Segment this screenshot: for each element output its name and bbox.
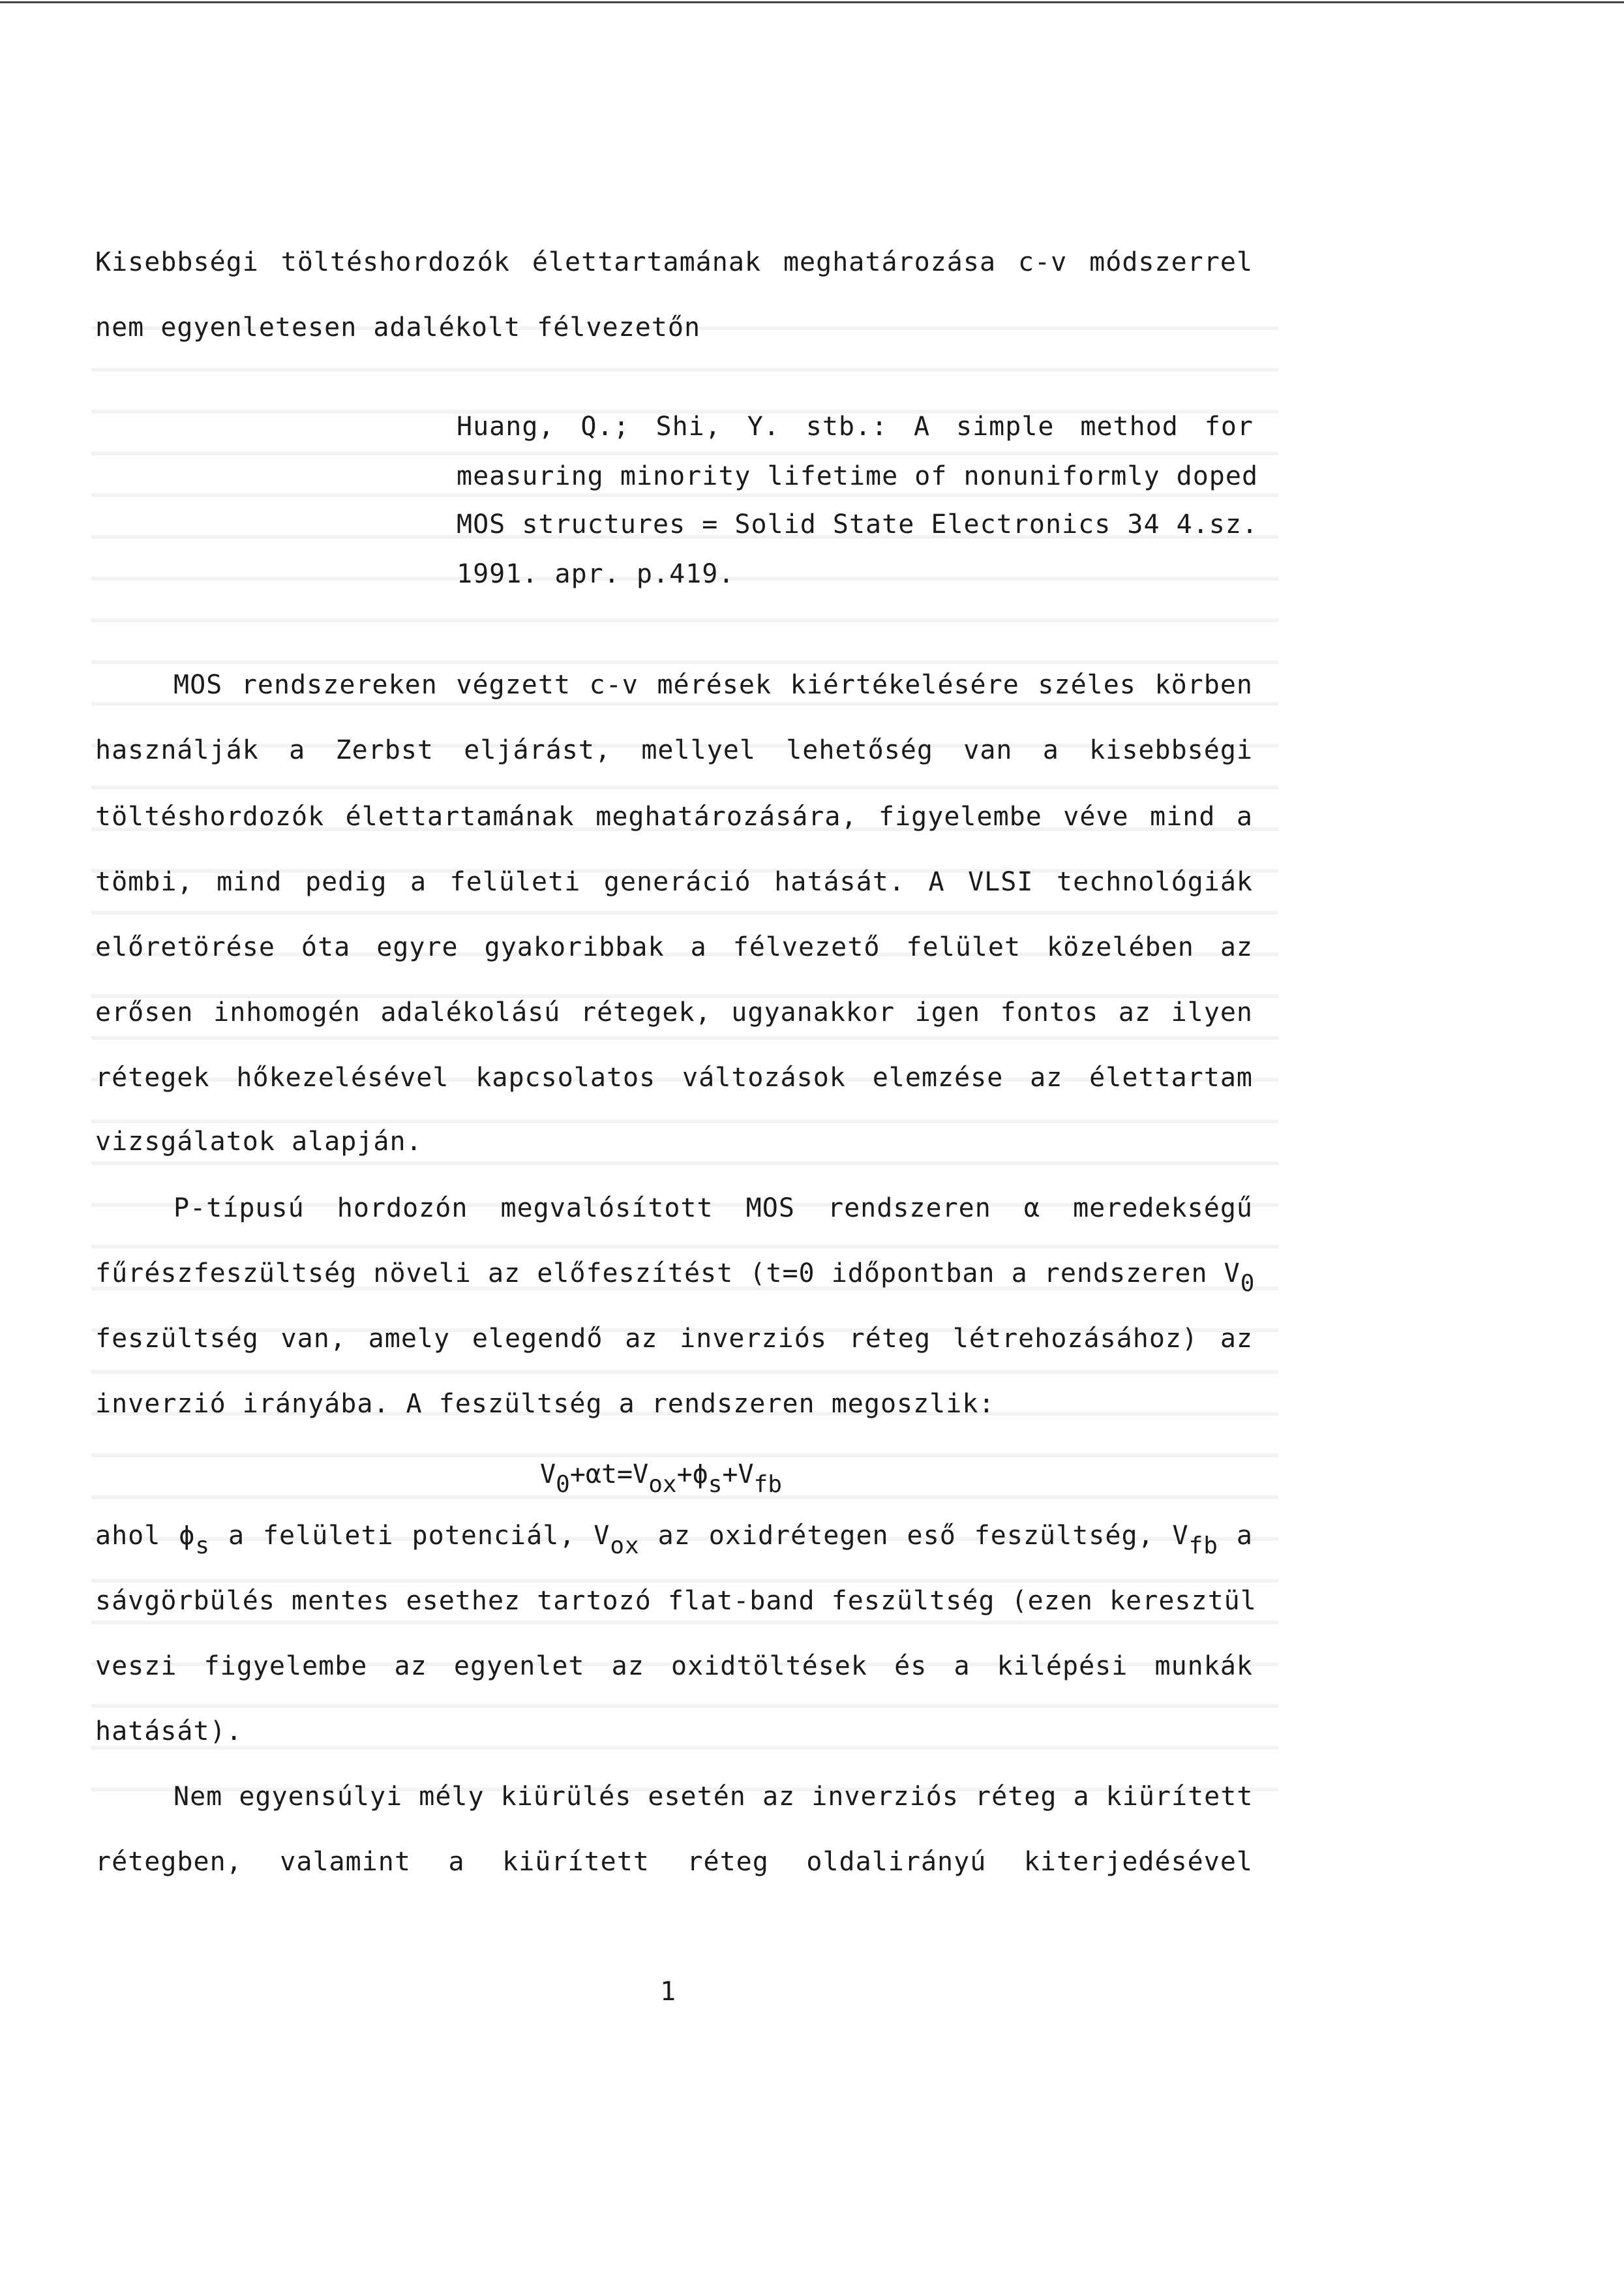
- paragraph-line: használják a Zerbst eljárást, mellyel lehetőség van a kisebbségi: [95, 735, 1253, 765]
- paragraph-line: MOS rendszereken végzett c-v mérések kiértékelésére széles körben: [173, 670, 1253, 700]
- paragraph-line: inverzió irányába. A feszültség a rendszeren megoszlik:: [95, 1389, 995, 1419]
- page-number: 1: [660, 1977, 676, 2007]
- paragraph-line: hatását).: [95, 1716, 243, 1746]
- paragraph-line: töltéshordozók élettartamának meghatározására, figyelembe véve mind a: [95, 802, 1253, 832]
- equation: $V_0+\alpha t=V_{ox}+\phi_s+V_{fb}$: [540, 1459, 782, 1498]
- reference-line: 1991. apr. p.419.: [457, 559, 735, 589]
- paragraph-line: előretörése óta egyre gyakoribbak a félvezető felület közelében az: [95, 932, 1253, 962]
- paragraph-line: vizsgálatok alapján.: [95, 1127, 423, 1157]
- reference-line: MOS structures = Solid State Electronics 34 4.sz.: [457, 510, 1259, 540]
- title-line-1: Kisebbségi töltéshordozók élettartamának meghatározása c-v módszerrel: [95, 247, 1253, 277]
- paragraph-line: rétegek hőkezelésével kapcsolatos változások elemzése az élettartam: [95, 1063, 1253, 1093]
- paragraph-line: ahol $\phi_s$ a felületi potenciál, $V_{ox}$ az oxidrétegen eső feszültség, $V_{fb}$ a: [95, 1521, 1253, 1559]
- scan-edge-line: [0, 1, 1624, 3]
- paragraph-line: erősen inhomogén adalékolású rétegek, ugyanakkor igen fontos az ilyen: [95, 997, 1253, 1027]
- paragraph-line: tömbi, mind pedig a felületi generáció hatását. A VLSI technológiák: [95, 867, 1253, 897]
- reference-line: Huang, Q.; Shi, Y. stb.: A simple method for: [457, 412, 1254, 442]
- paragraph-line: feszültség van, amely elegendő az inverziós réteg létrehozásához) az: [95, 1324, 1253, 1354]
- paragraph-line: sávgörbülés mentes esethez tartozó flat-band feszültség (ezen keresztül: [95, 1586, 1257, 1616]
- paragraph-line: fűrészfeszültség növeli az előfeszítést (t=0 időpontban a rendszeren $V_0$: [95, 1258, 1256, 1297]
- paragraph-line: veszi figyelembe az egyenlet az oxidtöltések és a kilépési munkák: [95, 1651, 1253, 1681]
- title-line-2: nem egyenletesen adalékolt félvezetőn: [95, 312, 701, 342]
- paragraph-line: Nem egyensúlyi mély kiürülés esetén az inverziós réteg a kiürített: [173, 1782, 1254, 1812]
- reference-line: measuring minority lifetime of nonuniformly doped: [457, 461, 1259, 491]
- paragraph-line: rétegben, valamint a kiürített réteg oldalirányú kiterjedésével: [95, 1847, 1253, 1877]
- paragraph-line: P-típusú hordozón megvalósított MOS rendszeren α meredekségű: [173, 1193, 1253, 1223]
